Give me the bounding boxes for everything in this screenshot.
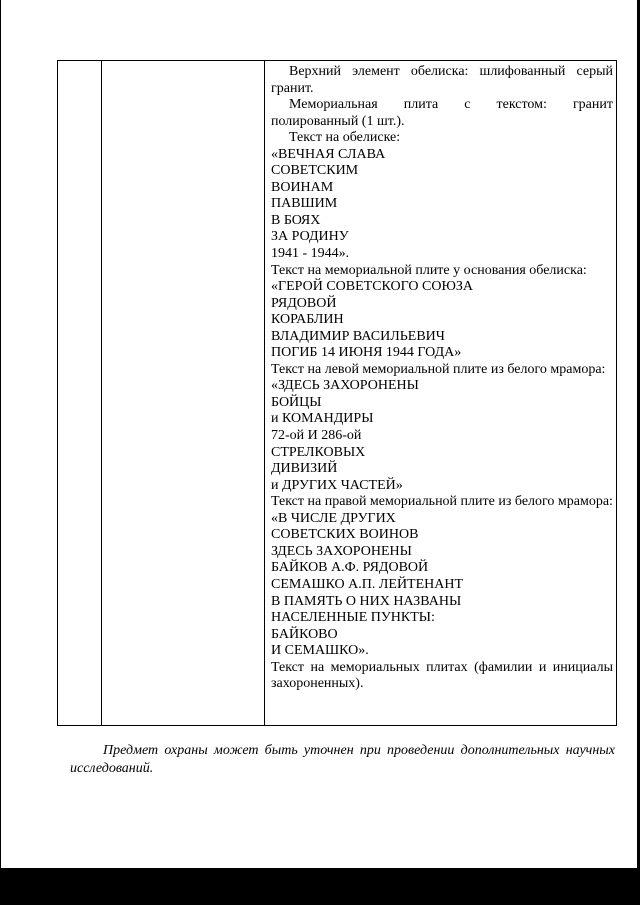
cell-paragraph: Текст на правой мемориальной плите из белого мрамора: [271, 494, 613, 510]
cell-paragraph: Мемориальная плита с текстом: гранит полированный (1 шт.). [271, 97, 613, 129]
cell-paragraph: НАСЕЛЕННЫЕ ПУНКТЫ: [271, 610, 435, 626]
cell-paragraph: Текст на обелиске: [289, 130, 401, 146]
cell-paragraph: ДИВИЗИЙ [271, 461, 338, 477]
footnote: Предмет охраны может быть уточнен при проведении дополнительных научных исследований. [70, 743, 615, 776]
column-divider-2 [264, 61, 265, 725]
cell-paragraph: «В ЧИСЛЕ ДРУГИХ [271, 510, 396, 526]
protection-table [57, 60, 617, 726]
cell-paragraph: ПАВШИМ [271, 196, 338, 212]
cell-paragraph: В БОЯХ [271, 212, 321, 228]
cell-paragraph: БОЙЦЫ [271, 394, 322, 410]
cell-paragraph: и КОМАНДИРЫ [271, 411, 374, 427]
cell-paragraph: «ЗДЕСЬ ЗАХОРОНЕНЫ [271, 378, 419, 394]
cell-paragraph: и ДРУГИХ ЧАСТЕЙ» [271, 477, 403, 493]
cell-paragraph: СОВЕТСКИХ ВОИНОВ [271, 527, 419, 543]
cell-paragraph: Текст на мемориальных плитах (фамилии и инициалы захороненных). [271, 659, 613, 692]
cell-paragraph: ПОГИБ 14 ИЮНЯ 1944 ГОДА» [271, 345, 462, 361]
cell-paragraph: БАЙКОВ А.Ф. РЯДОВОЙ [271, 560, 429, 576]
description-cell [271, 64, 613, 693]
cell-paragraph: БАЙКОВО [271, 626, 338, 642]
cell-paragraph: «ВЕЧНАЯ СЛАВА [271, 146, 386, 162]
cell-paragraph: СТРЕЛКОВЫХ [271, 444, 366, 460]
cell-paragraph: 1941 - 1944». [271, 246, 350, 262]
cell-paragraph: В ПАМЯТЬ О НИХ НАЗВАНЫ [271, 593, 462, 609]
cell-paragraph: ВОИНАМ [271, 179, 334, 195]
cell-paragraph: ЗДЕСЬ ЗАХОРОНЕНЫ [271, 543, 412, 559]
cell-paragraph: 72-ой И 286-ой [271, 428, 362, 444]
cell-paragraph: СЕМАШКО А.П. ЛЕЙТЕНАНТ [271, 576, 464, 592]
cell-paragraph: И СЕМАШКО». [271, 643, 369, 659]
cell-paragraph: Верхний элемент обелиска: шлифованный серый гранит. [271, 64, 613, 96]
cell-paragraph: Текст на мемориальной плите у основания обелиска: [271, 262, 587, 278]
cell-paragraph: Текст на левой мемориальной плите из белого мрамора: [271, 361, 606, 377]
cell-paragraph: КОРАБЛИН [271, 312, 344, 328]
page-edge-left [0, 0, 1, 868]
cell-paragraph: РЯДОВОЙ [271, 295, 337, 311]
column-divider-1 [101, 61, 102, 725]
cell-paragraph: ЗА РОДИНУ [271, 229, 349, 245]
scan-bottom-border [0, 868, 640, 905]
cell-paragraph: ВЛАДИМИР ВАСИЛЬЕВИЧ [271, 328, 445, 344]
cell-paragraph: «ГЕРОЙ СОВЕТСКОГО СОЮЗА [271, 279, 473, 295]
cell-paragraph: СОВЕТСКИМ [271, 163, 359, 179]
